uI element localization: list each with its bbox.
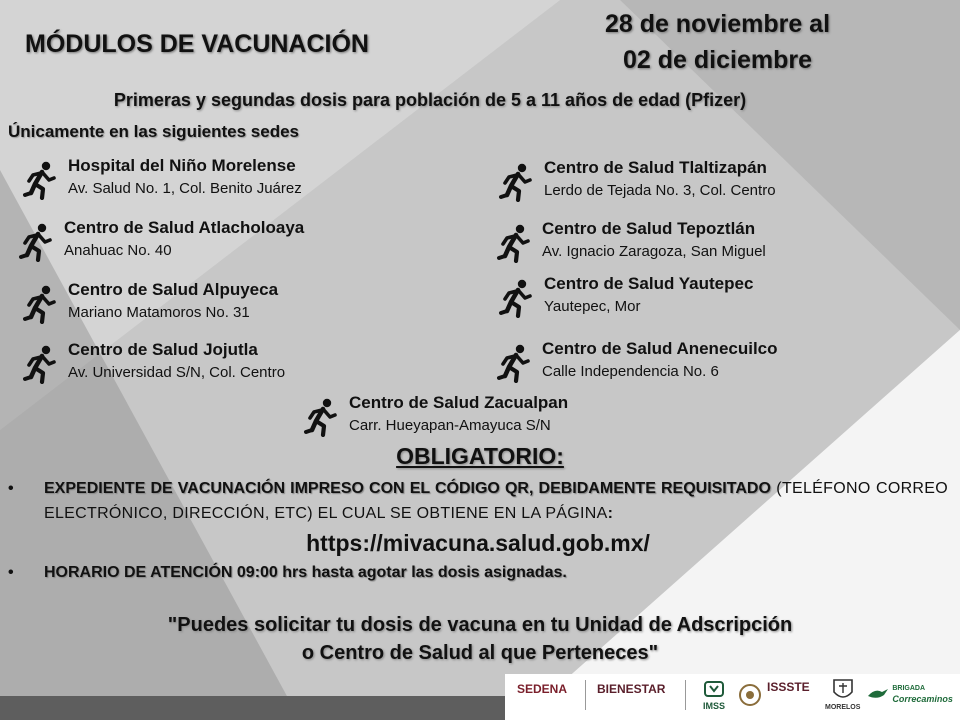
site-name: Centro de Salud Anenecuilco: [542, 339, 778, 358]
site-name: Centro de Salud Zacualpan: [349, 393, 569, 412]
site-name: Centro de Salud Tlaltizapán: [544, 158, 767, 177]
date-range: [560, 6, 875, 78]
site-name: Centro de Salud Yautepec: [544, 274, 754, 293]
page-title: MÓDULOS DE VACUNACIÓN: [25, 30, 369, 58]
obligatorio-heading: OBLIGATORIO:: [396, 443, 564, 469]
requirement-hours: [8, 560, 948, 585]
site-address: Av. Universidad S/N, Col. Centro: [68, 364, 286, 381]
running-person-icon: [18, 222, 52, 262]
requirement-expediente: [8, 476, 948, 526]
running-person-icon: [496, 343, 530, 383]
issste-emblem: [737, 682, 763, 711]
date-line-1: 28 de noviembre al: [604, 10, 831, 38]
bullet-dot: •: [8, 564, 14, 581]
requirement-colon: :: [607, 505, 613, 522]
date-line-2: 02 de diciembre: [623, 46, 812, 74]
bienestar-logo: BIENESTAR: [597, 682, 666, 696]
imss-logo: IMSS: [703, 680, 725, 711]
requirement-hours-text: HORARIO DE ATENCIÓN 09:00 hrs hasta agotar las dosis asignadas.: [44, 564, 567, 581]
issste-emblem-icon: [737, 682, 763, 708]
morelos-logo: MORELOS: [825, 678, 860, 711]
vaccine-registration-link[interactable]: https://mivacuna.salud.gob.mx/: [306, 530, 650, 556]
institution-logos: [505, 674, 960, 720]
site-address: Mariano Matamoros No. 31: [68, 304, 250, 321]
closing-quote: [0, 611, 960, 667]
brigada-correcaminos-logo: BRIGADA Correcaminos: [867, 684, 953, 704]
site-address: Calle Independencia No. 6: [542, 363, 719, 380]
site-address: Yautepec, Mor: [544, 298, 641, 315]
subtitle: Primeras y segundas dosis para población de 5 a 11 años de edad (Pfizer): [113, 90, 747, 110]
running-person-icon: [22, 344, 56, 384]
site-address: Carr. Hueyapan-Amayuca S/N: [349, 417, 551, 434]
running-person-icon: [496, 223, 530, 263]
bullet-dot: •: [8, 480, 14, 497]
logo-divider: [585, 680, 586, 710]
site-name: Hospital del Niño Morelense: [68, 156, 296, 175]
running-person-icon: [22, 160, 56, 200]
requirement-expediente-bold: EXPEDIENTE DE VACUNACIÓN IMPRESO CON EL CÓDIGO QR, DEBIDAMENTE REQUISITADO: [44, 480, 771, 497]
sedena-logo: SEDENA: [517, 682, 568, 696]
site-address: Av. Ignacio Zaragoza, San Miguel: [542, 243, 766, 260]
site-address: Av. Salud No. 1, Col. Benito Juárez: [68, 180, 302, 197]
site-address: Lerdo de Tejada No. 3, Col. Centro: [544, 182, 776, 199]
running-person-icon: [303, 397, 337, 437]
requirements-list: [8, 476, 948, 585]
imss-emblem-icon: [703, 680, 725, 698]
running-person-icon: [498, 162, 532, 202]
site-name: Centro de Salud Alpuyeca: [68, 280, 279, 299]
quote-line-2: o Centro de Salud al que Perteneces": [301, 642, 659, 664]
issste-logo: ISSSTE: [767, 680, 810, 694]
running-person-icon: [498, 278, 532, 318]
site-name: Centro de Salud Atlacholoaya: [64, 218, 305, 237]
running-person-icon: [22, 284, 56, 324]
correcaminos-bird-icon: [867, 687, 889, 701]
site-name: Centro de Salud Jojutla: [68, 340, 258, 359]
logo-divider: [685, 680, 686, 710]
sedes-label: Únicamente en las siguientes sedes: [8, 122, 300, 141]
site-name: Centro de Salud Tepoztlán: [542, 219, 756, 238]
quote-line-1: "Puedes solicitar tu dosis de vacuna en tu Unidad de Adscripción: [167, 614, 793, 636]
requirement-expediente-note: (TELÉFONO CORREO ELECTRÓNICO, DIRECCIÓN, ETC) EL CUAL SE OBTIENE EN LA PÁGINA: [44, 480, 949, 522]
morelos-shield-icon: [832, 678, 854, 702]
site-address: Anahuac No. 40: [64, 242, 172, 259]
